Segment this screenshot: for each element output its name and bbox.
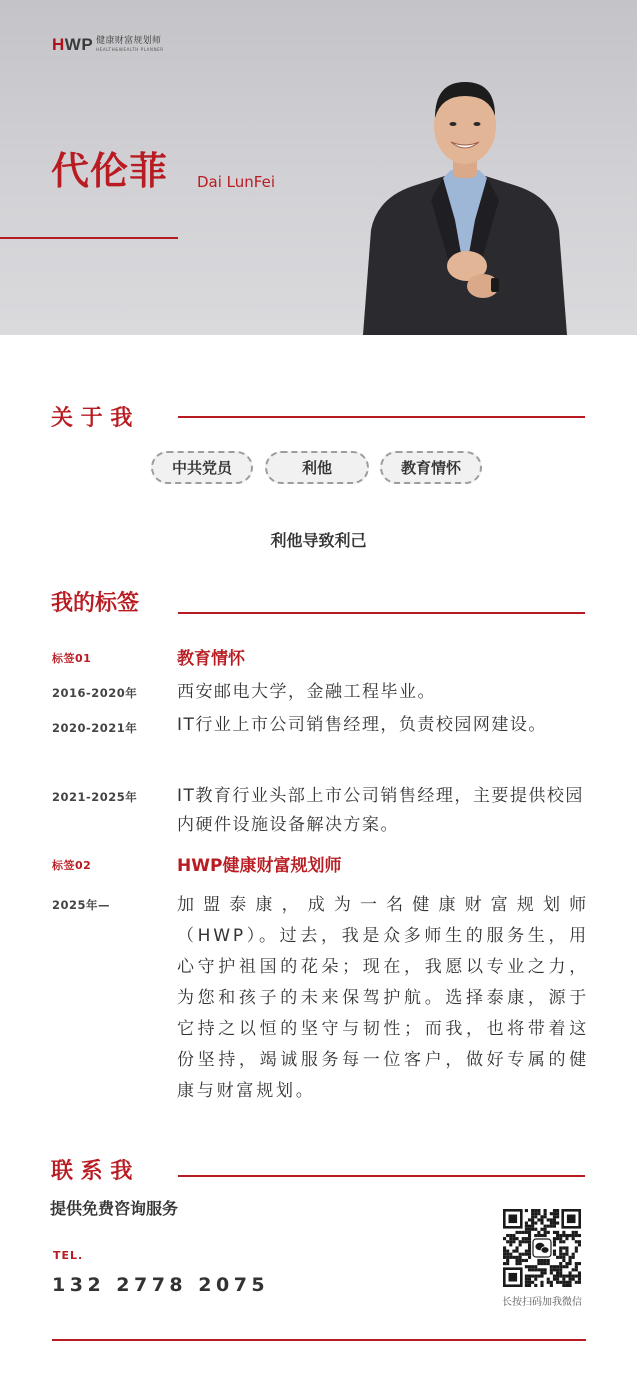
qr-module <box>534 1265 537 1268</box>
qr-module <box>575 1265 578 1268</box>
hwp-logo <box>52 36 164 54</box>
qr-module <box>506 1253 509 1256</box>
qr-module <box>578 1275 581 1278</box>
qr-module <box>562 1253 565 1256</box>
qr-module <box>537 1218 540 1221</box>
qr-module <box>537 1234 540 1237</box>
qr-module <box>559 1256 562 1259</box>
qr-module <box>528 1284 531 1287</box>
qr-module <box>522 1237 525 1240</box>
qr-module <box>575 1246 578 1249</box>
qr-module <box>553 1268 556 1271</box>
qr-module <box>550 1265 553 1268</box>
qr-module <box>540 1275 543 1278</box>
qr-module <box>522 1259 525 1262</box>
qr-module <box>575 1231 578 1234</box>
qr-module <box>531 1212 534 1215</box>
qr-module <box>550 1221 553 1224</box>
qr-module <box>559 1234 562 1237</box>
qr-module <box>562 1278 565 1281</box>
about-tag-education: 教育情怀 <box>380 451 482 484</box>
qr-module <box>509 1237 512 1240</box>
qr-module <box>547 1278 550 1281</box>
wechat-qr-code[interactable] <box>503 1209 581 1287</box>
qr-module <box>569 1275 572 1278</box>
qr-module <box>531 1281 534 1284</box>
qr-module <box>506 1250 509 1253</box>
qr-module <box>528 1234 531 1237</box>
qr-module <box>531 1215 534 1218</box>
qr-module <box>556 1275 559 1278</box>
qr-module <box>509 1243 512 1246</box>
qr-module <box>534 1209 537 1212</box>
qr-module <box>547 1231 550 1234</box>
qr-module <box>578 1281 581 1284</box>
qr-module <box>572 1253 575 1256</box>
qr-module <box>572 1237 575 1240</box>
qr-module <box>512 1256 515 1259</box>
qr-module <box>553 1212 556 1215</box>
qr-module <box>537 1275 540 1278</box>
qr-module <box>562 1275 565 1278</box>
qr-module <box>515 1256 518 1259</box>
qr-module <box>572 1234 575 1237</box>
qr-module <box>512 1234 515 1237</box>
qr-module <box>534 1278 537 1281</box>
qr-module <box>556 1231 559 1234</box>
qr-module <box>565 1275 568 1278</box>
qr-module <box>509 1256 512 1259</box>
qr-module <box>525 1265 528 1268</box>
about-tag-party-member: 中共党员 <box>151 451 253 484</box>
qr-module <box>540 1218 543 1221</box>
qr-module <box>540 1234 543 1237</box>
qr-module <box>572 1268 575 1271</box>
logo-cn: 健康财富规划师 <box>96 36 162 46</box>
qr-module <box>528 1278 531 1281</box>
qr-module <box>528 1275 531 1278</box>
qr-module <box>544 1234 547 1237</box>
name-chinese: 代伦菲 <box>51 149 169 193</box>
qr-module <box>525 1275 528 1278</box>
qr-module <box>512 1240 515 1243</box>
qr-module <box>553 1215 556 1218</box>
portrait-photo <box>355 70 575 335</box>
qr-module <box>537 1212 540 1215</box>
qr-module <box>525 1221 528 1224</box>
qr-module <box>534 1228 537 1231</box>
qr-module <box>509 1240 512 1243</box>
qr-module <box>565 1265 568 1268</box>
qr-module <box>556 1271 559 1274</box>
qr-module <box>525 1237 528 1240</box>
qr-module <box>569 1278 572 1281</box>
qr-module <box>547 1259 550 1262</box>
qr-module <box>572 1231 575 1234</box>
qr-module <box>540 1262 543 1265</box>
qr-module <box>515 1259 518 1262</box>
qr-module <box>550 1218 553 1221</box>
qr-module <box>562 1231 565 1234</box>
qr-module <box>515 1231 518 1234</box>
qr-module <box>553 1240 556 1243</box>
qr-module <box>559 1253 562 1256</box>
qr-module <box>559 1271 562 1274</box>
qr-module <box>509 1253 512 1256</box>
qr-module <box>565 1234 568 1237</box>
qr-module <box>559 1265 562 1268</box>
qr-module <box>553 1243 556 1246</box>
qr-module <box>565 1281 568 1284</box>
qr-module <box>578 1271 581 1274</box>
about-motto: 利他导致利己 <box>270 531 367 550</box>
qr-module <box>525 1281 528 1284</box>
logo-mark-wp: WP <box>64 35 94 54</box>
qr-module <box>544 1268 547 1271</box>
qr-module <box>528 1240 531 1243</box>
qr-module <box>556 1256 559 1259</box>
qr-module <box>525 1209 528 1212</box>
qr-caption: 长按扫码加我微信 <box>502 1297 582 1308</box>
qr-module <box>550 1284 553 1287</box>
qr-module <box>578 1234 581 1237</box>
qr-module <box>515 1262 518 1265</box>
qr-module <box>553 1237 556 1240</box>
qr-module <box>553 1278 556 1281</box>
qr-module <box>519 1240 522 1243</box>
section-line-about <box>178 416 585 418</box>
qr-module <box>550 1225 553 1228</box>
hero-header <box>0 0 637 335</box>
free-consult-text: 提供免费咨询服务 <box>50 1199 179 1218</box>
qr-module <box>506 1256 509 1259</box>
qr-module <box>572 1256 575 1259</box>
qr-module <box>531 1225 534 1228</box>
qr-module <box>528 1243 531 1246</box>
qr-module <box>565 1253 568 1256</box>
qr-module <box>559 1281 562 1284</box>
qr-module <box>531 1218 534 1221</box>
timeline-text-hwp: 加盟泰康，成为一名健康财富规划师（HWP）。过去，我是众多师生的服务生，用心守护祖国的花朵；现在，我愿以专业之力，为您和孩子的未来保驾护航。选择泰康，源于它持之以恒的坚守与韧性；而我，也将带着这份坚持，竭诚服务每一位客户，做好专属的健康与财富规划。 <box>177 895 589 1101</box>
qr-module <box>544 1231 547 1234</box>
qr-module <box>559 1250 562 1253</box>
label-02-tag: 标签02 <box>52 859 92 872</box>
qr-module <box>534 1215 537 1218</box>
qr-module <box>531 1275 534 1278</box>
qr-module <box>547 1225 550 1228</box>
qr-module <box>531 1209 534 1212</box>
qr-module <box>544 1259 547 1262</box>
qr-module <box>515 1237 518 1240</box>
qr-module <box>553 1265 556 1268</box>
qr-module <box>515 1250 518 1253</box>
qr-module <box>578 1262 581 1265</box>
section-title-contact: 联 系 我 <box>51 1159 133 1184</box>
qr-module <box>540 1281 543 1284</box>
qr-module <box>540 1271 543 1274</box>
qr-module <box>553 1231 556 1234</box>
qr-module <box>519 1243 522 1246</box>
qr-module <box>575 1250 578 1253</box>
section-line-labels <box>178 612 585 614</box>
qr-module <box>531 1268 534 1271</box>
qr-module <box>547 1281 550 1284</box>
qr-module <box>556 1278 559 1281</box>
qr-module <box>528 1250 531 1253</box>
qr-module <box>519 1262 522 1265</box>
qr-module <box>569 1284 572 1287</box>
qr-module <box>569 1281 572 1284</box>
qr-module <box>534 1284 537 1287</box>
qr-module <box>503 1250 506 1253</box>
qr-module <box>572 1278 575 1281</box>
label-01-heading: 教育情怀 <box>177 649 245 669</box>
logo-mark <box>52 36 93 54</box>
qr-module <box>578 1240 581 1243</box>
qr-module <box>528 1268 531 1271</box>
qr-module <box>556 1234 559 1237</box>
qr-module <box>575 1234 578 1237</box>
qr-module <box>562 1256 565 1259</box>
qr-module <box>556 1221 559 1224</box>
qr-module <box>544 1262 547 1265</box>
qr-module <box>540 1215 543 1218</box>
qr-module <box>512 1250 515 1253</box>
qr-module <box>503 1253 506 1256</box>
qr-module <box>540 1259 543 1262</box>
section-title-about: 关 于 我 <box>51 406 133 431</box>
qr-module <box>544 1225 547 1228</box>
qr-module <box>572 1275 575 1278</box>
section-title-labels: 我的标签 <box>51 591 140 616</box>
qr-module <box>578 1243 581 1246</box>
qr-module <box>562 1234 565 1237</box>
qr-module <box>528 1225 531 1228</box>
qr-module <box>562 1284 565 1287</box>
timeline-text: IT行业上市公司销售经理，负责校园网建设。 <box>177 715 547 735</box>
qr-module <box>550 1268 553 1271</box>
qr-module <box>565 1262 568 1265</box>
qr-module <box>540 1221 543 1224</box>
qr-module <box>515 1246 518 1249</box>
qr-module <box>522 1253 525 1256</box>
qr-module <box>550 1212 553 1215</box>
qr-module <box>544 1215 547 1218</box>
qr-module <box>528 1228 531 1231</box>
qr-module <box>565 1284 568 1287</box>
qr-module <box>556 1268 559 1271</box>
qr-module <box>528 1256 531 1259</box>
timeline-year: 2025年— <box>52 898 111 912</box>
qr-module <box>553 1218 556 1221</box>
qr-module <box>528 1218 531 1221</box>
qr-module <box>537 1209 540 1212</box>
qr-module <box>522 1231 525 1234</box>
qr-module <box>569 1271 572 1274</box>
qr-module <box>537 1231 540 1234</box>
qr-module <box>578 1278 581 1281</box>
qr-module <box>562 1240 565 1243</box>
qr-module <box>553 1250 556 1253</box>
timeline-year: 2016-2020年 <box>52 686 138 700</box>
qr-module <box>506 1259 509 1262</box>
qr-module <box>559 1246 562 1249</box>
qr-module <box>547 1218 550 1221</box>
qr-module <box>534 1275 537 1278</box>
qr-module <box>553 1209 556 1212</box>
qr-module <box>569 1259 572 1262</box>
qr-module <box>519 1259 522 1262</box>
qr-module <box>512 1237 515 1240</box>
qr-module <box>531 1228 534 1231</box>
qr-module <box>528 1281 531 1284</box>
qr-module <box>575 1240 578 1243</box>
qr-module <box>525 1253 528 1256</box>
qr-module <box>519 1231 522 1234</box>
qr-module <box>562 1259 565 1262</box>
timeline-text: 西安邮电大学，金融工程毕业。 <box>177 682 436 702</box>
hero-divider <box>0 237 178 239</box>
qr-module <box>506 1240 509 1243</box>
qr-module <box>525 1225 528 1228</box>
qr-module <box>547 1262 550 1265</box>
qr-module <box>556 1237 559 1240</box>
qr-module <box>575 1275 578 1278</box>
qr-module <box>544 1209 547 1212</box>
qr-module <box>537 1262 540 1265</box>
qr-module <box>534 1221 537 1224</box>
qr-module <box>569 1256 572 1259</box>
name-english: Dai LunFei <box>197 173 275 191</box>
qr-module <box>556 1209 559 1212</box>
qr-module <box>559 1268 562 1271</box>
qr-module <box>540 1228 543 1231</box>
qr-module <box>503 1262 506 1265</box>
qr-module <box>562 1246 565 1249</box>
qr-module <box>503 1246 506 1249</box>
qr-module <box>569 1234 572 1237</box>
timeline-year: 2020-2021年 <box>52 721 138 735</box>
logo-en: HEALTH&WEALTH PLANNER <box>96 47 164 52</box>
qr-module <box>506 1234 509 1237</box>
qr-module <box>556 1212 559 1215</box>
qr-module <box>503 1256 506 1259</box>
qr-module <box>553 1253 556 1256</box>
qr-module <box>534 1212 537 1215</box>
qr-module <box>556 1281 559 1284</box>
qr-module <box>522 1240 525 1243</box>
qr-module <box>540 1284 543 1287</box>
qr-module <box>559 1275 562 1278</box>
logo-mark-h: H <box>52 35 65 54</box>
qr-module <box>559 1262 562 1265</box>
qr-module <box>525 1231 528 1234</box>
qr-module <box>528 1253 531 1256</box>
qr-module <box>525 1250 528 1253</box>
qr-module <box>525 1278 528 1281</box>
qr-module <box>575 1268 578 1271</box>
qr-module <box>525 1240 528 1243</box>
qr-module <box>550 1281 553 1284</box>
about-tag-altruism: 利他 <box>265 451 369 484</box>
qr-module <box>562 1265 565 1268</box>
timeline-year: 2021-2025年 <box>52 790 138 804</box>
qr-module <box>519 1253 522 1256</box>
qr-module <box>544 1228 547 1231</box>
phone-number[interactable]: 132 2778 2075 <box>52 1274 270 1296</box>
qr-module <box>531 1265 534 1268</box>
qr-module <box>525 1259 528 1262</box>
qr-module <box>506 1262 509 1265</box>
qr-module <box>562 1281 565 1284</box>
qr-module <box>528 1265 531 1268</box>
qr-module <box>528 1231 531 1234</box>
qr-module <box>531 1221 534 1224</box>
qr-module <box>565 1237 568 1240</box>
qr-module <box>575 1281 578 1284</box>
section-line-contact <box>178 1175 585 1177</box>
qr-module <box>525 1228 528 1231</box>
qr-module <box>537 1268 540 1271</box>
qr-module <box>569 1262 572 1265</box>
qr-module <box>559 1240 562 1243</box>
qr-module <box>556 1215 559 1218</box>
qr-module <box>528 1246 531 1249</box>
label-02-heading: HWP健康财富规划师 <box>177 856 342 876</box>
qr-module <box>575 1262 578 1265</box>
qr-module <box>534 1268 537 1271</box>
qr-module <box>553 1275 556 1278</box>
qr-module <box>553 1225 556 1228</box>
qr-module <box>550 1271 553 1274</box>
footer-divider <box>52 1339 586 1341</box>
qr-module <box>553 1221 556 1224</box>
qr-module <box>559 1237 562 1240</box>
timeline-text: IT教育行业头部上市公司销售经理，主要提供校园内硬件设施设备解决方案。 <box>177 786 584 835</box>
tel-label: TEL. <box>53 1249 84 1262</box>
qr-module <box>556 1265 559 1268</box>
qr-module <box>544 1271 547 1274</box>
qr-module <box>528 1237 531 1240</box>
qr-module <box>537 1259 540 1262</box>
qr-module <box>565 1246 568 1249</box>
qr-module <box>565 1250 568 1253</box>
label-01-tag: 标签01 <box>52 652 92 665</box>
qr-module <box>525 1284 528 1287</box>
qr-module <box>534 1234 537 1237</box>
qr-module <box>540 1268 543 1271</box>
qr-module <box>509 1234 512 1237</box>
qr-module <box>519 1256 522 1259</box>
qr-module <box>503 1237 506 1240</box>
qr-module <box>544 1212 547 1215</box>
